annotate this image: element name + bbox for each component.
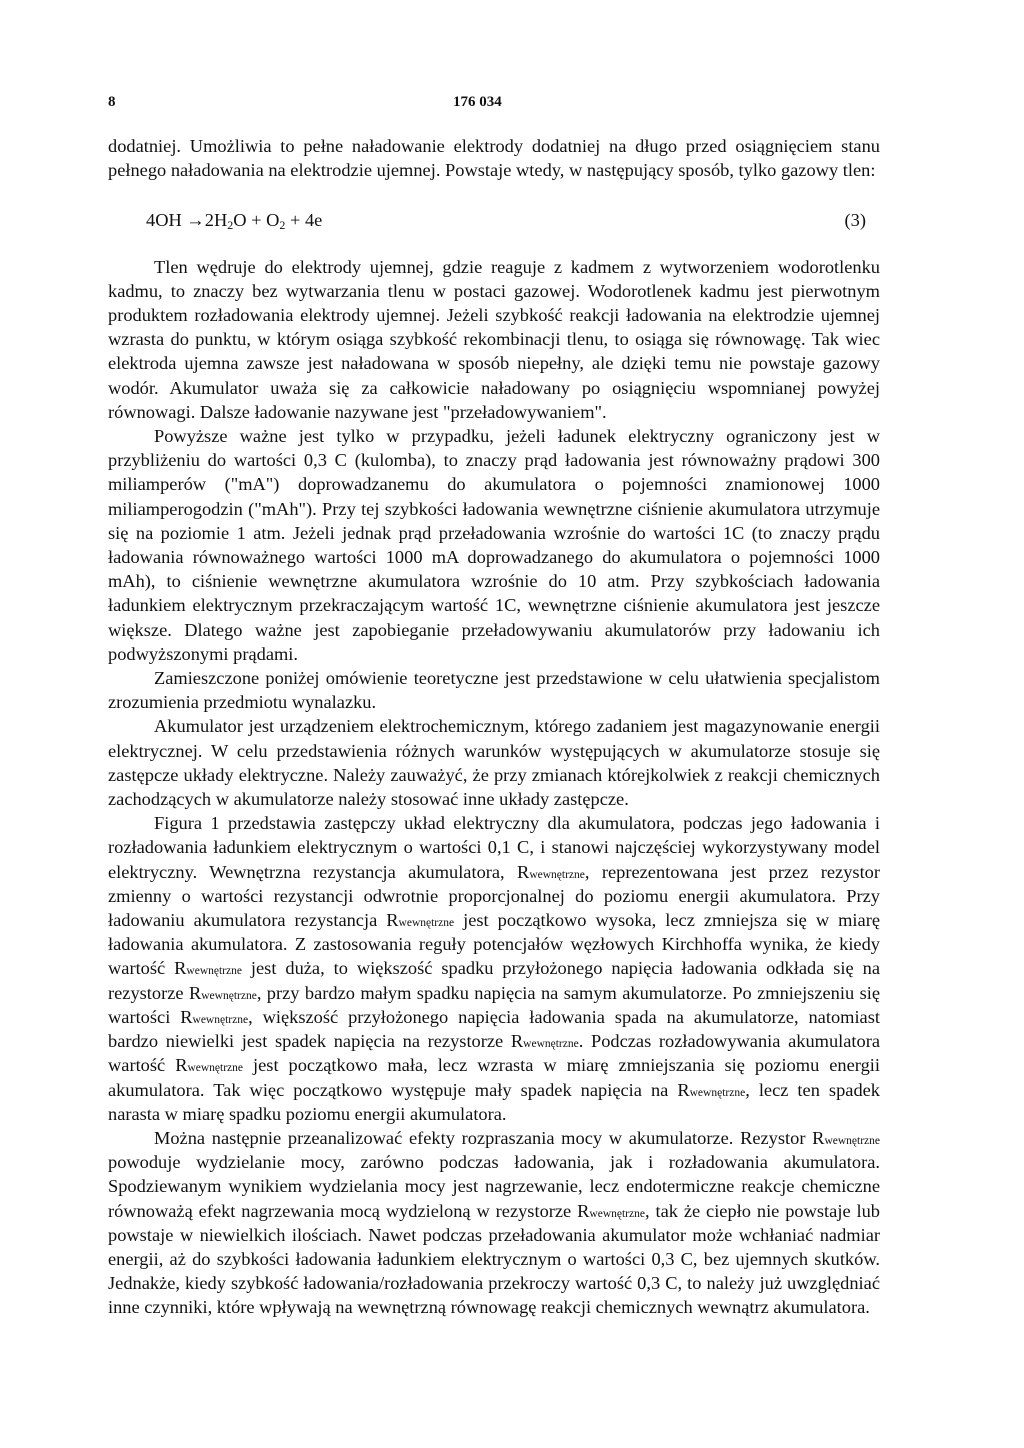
resistor-symbol: Rwewnętrzne	[188, 982, 257, 1003]
resistor-symbol: Rwewnętrzne	[577, 1200, 645, 1221]
resistor-symbol: Rwewnętrzne	[517, 861, 585, 882]
equation-expression: $4OH \to 2H_2O + O_2 + 4e$	[146, 210, 323, 233]
resistor-symbol: Rwewnętrzne	[677, 1079, 746, 1100]
equation-number: (3)	[844, 210, 866, 231]
resistor-symbol: Rwewnętrzne	[510, 1031, 579, 1052]
chemical-equation	[108, 208, 880, 232]
resistor-symbol: Rwewnętrzne	[386, 910, 455, 931]
document-body	[108, 134, 880, 1320]
paragraph: Powyższe ważne jest tylko w przypadku, jeżeli ładunek elektryczny ograniczony jest w przybliżeniu do wartości 0,3 C (kulomba), to znaczy prąd ładowania jest równoważny prądowi 300 miliamperów ("mA") doprowadzanemu do akumulatora o pojemności znamionowej 1000 miliamperogodzin ("mAh"). Przy tej szybkości ładowania wewnętrzne ciśnienie akumulatora utrzymuje się na poziomie 1 atm. Jeżeli jednak prąd przeładowania wzrośnie do wartości 1C (to znaczy prądu ładowania równoważnego wartości 1000 mA doprowadzanego do akumulatora o pojemności 1000 mAh), to ciśnienie wewnętrzne akumulatora wzrośnie do 10 atm. Przy szybkościach ładowania ładunkiem elektrycznym przekraczającym wartość 1C, wewnętrzne ciśnienie akumulatora jest jeszcze większe. Dlatego ważne jest zapobieganie przeładowywaniu akumulatorów przy ładowaniu ich podwyższonymi prądami.	[108, 426, 880, 664]
page-header	[108, 94, 880, 116]
page-number: 8	[108, 94, 116, 110]
resistor-symbol: Rwewnętrzne	[812, 1127, 880, 1148]
paragraph: Akumulator jest urządzeniem elektrochemicznym, którego zadaniem jest magazynowanie energii elektrycznej. W celu przedstawienia różnych warunków występujących w akumulatorze stosuje się zastępcze układy elektryczne. Należy zauważyć, że przy zmianach którejkolwiek z reakcji chemicznych zachodzących w akumulatorze należy stosować inne układy zastępcze.	[108, 716, 880, 810]
paragraph-continuation: dodatniej. Umożliwia to pełne naładowanie elektrody dodatniej na długo przed osiągnięciem stanu pełnego naładowania na elektrodzie ujemnej. Powstaje wtedy, w następujący sposób, tylko gazowy tlen:	[108, 136, 880, 181]
document-number: 176 034	[453, 94, 502, 110]
resistor-symbol: Rwewnętrzne	[174, 958, 242, 979]
paragraph-figure-1: Figura 1 przedstawia zastępczy układ elektryczny dla akumulatora, podczas jego ładowania i rozładowania ładunkiem elektrycznym o wartości 0,1 C, i stanowi najczęściej wykorzystywany model elektryczny. Wewnętrzna rezystancja akumulatora, Rwewnętrzne, reprezentowana jest przez rezystor zmienny o wartości rezystancji odwrotnie proporcjonalnej do poziomu energii akumulatora. Przy ładowaniu akumulatora rezystancja Rwewnętrzne jest początkowo wysoka, lecz zmniejsza się w miarę ładowania akumulatora. Z zastosowania reguły potencjałów węzłowych Kirchhoffa wynika, że kiedy wartość Rwewnętrzne jest duża, to większość spadku przyłożonego napięcia ładowania odkłada się na rezystorze Rwewnętrzne, przy bardzo małym spadku napięcia na samym akumulatorze. Po zmniejszeniu się wartości Rwewnętrzne, większość przyłożonego napięcia ładowania spada na akumulatorze, natomiast bardzo niewielki jest spadek napięcia na rezystorze Rwewnętrzne. Podczas rozładowywania akumulatora wartość Rwewnętrzne jest początkowo mała, lecz wzrasta w miarę zmniejszania się poziomu energii akumulatora. Tak więc początkowo występuje mały spadek napięcia na Rwewnętrzne, lecz ten spadek narasta w miarę spadku poziomu energii akumulatora.	[108, 813, 881, 1124]
resistor-symbol: Rwewnętrzne	[175, 1055, 244, 1076]
paragraph-power-dissipation: Można następnie przeanalizować efekty rozpraszania mocy w akumulatorze. Rezystor Rwewnętrzne powoduje wydzielanie mocy, zarówno podczas ładowania, jak i rozładowania akumulatora. Spodziewanym wynikiem wydzielania mocy jest nagrzewanie, lecz endotermiczne reakcje chemiczne równoważą efekt nagrzewania mocą wydzieloną w rezystorze Rwewnętrzne, tak że ciepło nie powstaje lub powstaje w niewielkich ilościach. Nawet podczas przeładowania akumulator może wchłaniać nadmiar energii, aż do szybkości ładowania ładunkiem elektrycznym o wartości 0,3 C, bez ujemnych skutków. Jednakże, kiedy szybkość ładowania/rozładowania przekroczy wartość 0,3 C, to należy już uwzględniać inne czynniki, które wpływają na wewnętrzną równowagę reakcji chemicznych wewnątrz akumulatora.	[108, 1127, 880, 1318]
paragraph: Tlen wędruje do elektrody ujemnej, gdzie reaguje z kadmem z wytworzeniem wodorotlenku kadmu, to znaczy bez wytwarzania tlenu w postaci gazowej. Wodorotlenek kadmu jest pierwotnym produktem rozładowania elektrody ujemnej. Jeżeli szybkość reakcji ładowania na elektrodzie ujemnej wzrasta do punktu, w którym osiąga szybkość rekombinacji tlenu, to osiąga się równowagę. Tak wiec elektroda ujemna zawsze jest naładowana w sposób niepełny, ale dzięki temu nie powstaje gazowy wodór. Akumulator uważa się za całkowicie naładowany po osiągnięciu wspomnianej powyżej równowagi. Dalsze ładowanie nazywane jest "przeładowywaniem".	[108, 256, 880, 422]
paragraph: Zamieszczone poniżej omówienie teoretyczne jest przedstawione w celu ułatwienia specjalistom zrozumienia przedmiotu wynalazku.	[108, 668, 880, 713]
resistor-symbol: Rwewnętrzne	[180, 1006, 249, 1027]
